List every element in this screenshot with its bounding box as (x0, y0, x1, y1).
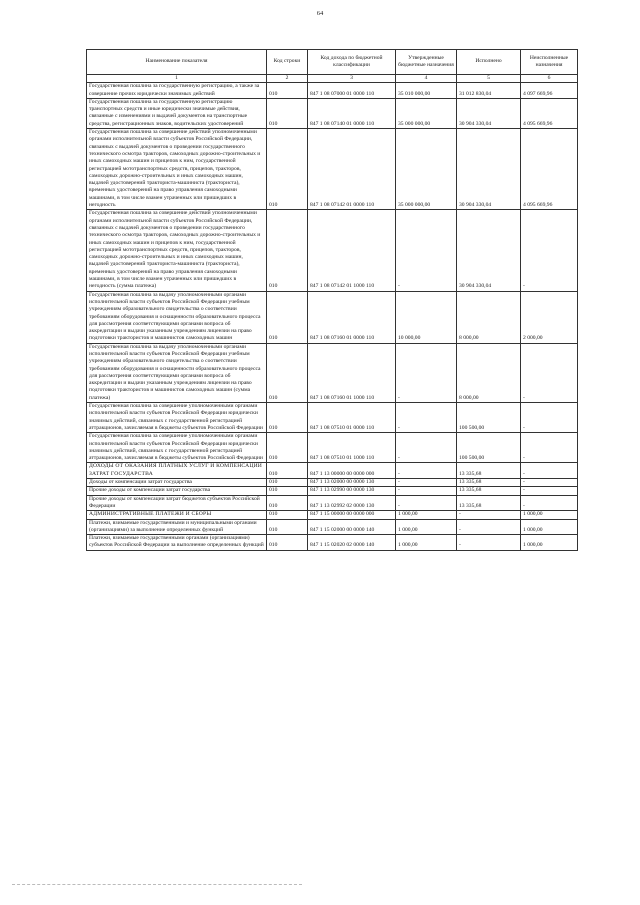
row-executed-cell: 30 904 330,04 (457, 129, 521, 210)
row-approved-cell: - (396, 403, 457, 433)
row-unexecuted-cell: - (521, 343, 578, 402)
row-executed-cell: 100 500,00 (457, 433, 521, 463)
row-approved-cell: 35 000 000,00 (396, 129, 457, 210)
table-row (87, 519, 578, 535)
row-unexecuted-cell: - (521, 495, 578, 511)
column-numbers-row (87, 75, 578, 83)
row-line-code-cell: 010 (267, 519, 308, 535)
row-unexecuted-cell: - (521, 463, 578, 479)
row-approved-cell: 1 000,00 (396, 535, 457, 551)
row-unexecuted-cell: 2 000,00 (521, 291, 578, 343)
row-executed-cell: 30 904 330,04 (457, 210, 521, 291)
scan-edge-line (12, 884, 302, 885)
row-line-code-cell: 010 (267, 291, 308, 343)
row-executed-cell: 31 012 830,04 (457, 83, 521, 99)
column-number: 5 (457, 75, 521, 83)
column-number: 3 (308, 75, 396, 83)
row-unexecuted-cell: 1 000,00 (521, 511, 578, 519)
table-row (87, 511, 578, 519)
row-approved-cell: - (396, 463, 457, 479)
header-line-code: Код строки (267, 50, 308, 75)
header-name: Наименование показателя (87, 50, 267, 75)
row-kbk-cell: 847 1 08 07160 01 1000 110 (308, 343, 396, 402)
table-row (87, 479, 578, 487)
row-name-cell: Доходы от компенсации затрат государства (87, 479, 267, 487)
header-row (87, 50, 578, 75)
row-executed-cell: 13 335,68 (457, 463, 521, 479)
row-name-cell: ДОХОДЫ ОТ ОКАЗАНИЯ ПЛАТНЫХ УСЛУГ И КОМПЕНСАЦИИ ЗАТРАТ ГОСУДАРСТВА (87, 463, 267, 479)
column-number: 6 (521, 75, 578, 83)
row-name-cell: Платежи, взимаемые государственными органами (организациями) субъектов Российской Федерации за выполнение определенных функций (87, 535, 267, 551)
row-name-cell: Государственная пошлина за выдачу уполномоченными органами исполнительной власти субъектов Российской Федерации учебным учреждениям образовательного свидетельства о соответствии требованиям оборудования и оснащенности образовательного процесса для рассмотрения соответствующими органами вопроса об аккредитации и выдачи указанным учреждениям лицензии на право подготовки трактористов и машинистов самоходных машин (сумма платежа) (87, 343, 267, 402)
row-line-code-cell: 010 (267, 129, 308, 210)
row-line-code-cell: 010 (267, 343, 308, 402)
row-executed-cell: 13 335,68 (457, 487, 521, 495)
row-executed-cell: 30 904 330,04 (457, 98, 521, 128)
row-name-cell: Государственная пошлина за совершение действий уполномоченными органами исполнительной власти субъектов Российской Федерации, связанных с выдачей документов о проведении государственного технического осмотра тракторов, самоходных дорожно-строительных и иных самоходных машин и прицепов к ним, государственной регистрацией мототранспортных средств, прицепов, тракторов, самоходных дорожно-строительных и иных самоходных машин, выдачей удостоверений тракториста-машиниста (тракториста), временных удостоверений на право управления самоходными машинами, в том числе взамен утраченных или пришедших в негодность (87, 129, 267, 210)
row-approved-cell: 35 010 000,00 (396, 83, 457, 99)
row-executed-cell: - (457, 519, 521, 535)
row-name-cell: АДМИНИСТРАТИВНЫЕ ПЛАТЕЖИ И СБОРЫ (87, 511, 267, 519)
row-kbk-cell: 847 1 08 07510 01 1000 110 (308, 433, 396, 463)
row-executed-cell: 8 000,00 (457, 343, 521, 402)
table-row (87, 129, 578, 210)
row-kbk-cell: 847 1 08 07000 01 0000 110 (308, 83, 396, 99)
row-kbk-cell: 847 1 15 02000 00 0000 140 (308, 519, 396, 535)
table-row (87, 343, 578, 402)
table-row (87, 535, 578, 551)
row-kbk-cell: 847 1 13 02000 00 0000 130 (308, 479, 396, 487)
row-approved-cell: 35 000 000,00 (396, 98, 457, 128)
row-line-code-cell: 010 (267, 511, 308, 519)
row-unexecuted-cell: - (521, 479, 578, 487)
row-name-cell: Прочие доходы от компенсации затрат бюджетов субъектов Российской Федерации (87, 495, 267, 511)
row-unexecuted-cell: 4 095 669,96 (521, 98, 578, 128)
row-kbk-cell: 847 1 08 07142 01 0000 110 (308, 129, 396, 210)
row-unexecuted-cell: - (521, 210, 578, 291)
table-row (87, 495, 578, 511)
row-line-code-cell: 010 (267, 83, 308, 99)
row-approved-cell: - (396, 343, 457, 402)
row-name-cell: Платежи, взимаемые государственными и муниципальными органами (организациями) за выполнение определенных функций (87, 519, 267, 535)
row-unexecuted-cell: 4 095 669,96 (521, 129, 578, 210)
column-number: 4 (396, 75, 457, 83)
row-unexecuted-cell: - (521, 487, 578, 495)
row-line-code-cell: 010 (267, 495, 308, 511)
row-name-cell: Прочие доходы от компенсации затрат государства (87, 487, 267, 495)
row-line-code-cell: 010 (267, 535, 308, 551)
row-approved-cell: - (396, 495, 457, 511)
row-unexecuted-cell: 1 000,00 (521, 519, 578, 535)
row-line-code-cell: 010 (267, 479, 308, 487)
row-approved-cell: 10 000,00 (396, 291, 457, 343)
row-executed-cell: 100 500,00 (457, 403, 521, 433)
table-row (87, 433, 578, 463)
row-executed-cell: - (457, 511, 521, 519)
row-kbk-cell: 847 1 15 00000 00 0000 000 (308, 511, 396, 519)
row-line-code-cell: 010 (267, 98, 308, 128)
column-number: 1 (87, 75, 267, 83)
row-kbk-cell: 847 1 08 07142 01 1000 110 (308, 210, 396, 291)
row-name-cell: Государственная пошлина за государственную регистрацию, а также за совершение прочих юридически значимых действий (87, 83, 267, 99)
page-number: 64 (316, 10, 324, 17)
row-kbk-cell: 847 1 13 02992 02 0000 130 (308, 495, 396, 511)
table-row (87, 403, 578, 433)
header-approved: Утвержденные бюджетные назначения (396, 50, 457, 75)
row-approved-cell: - (396, 210, 457, 291)
row-executed-cell: 13 335,68 (457, 479, 521, 487)
row-kbk-cell: 847 1 13 02990 00 0000 130 (308, 487, 396, 495)
row-kbk-cell: 847 1 13 00000 00 0000 000 (308, 463, 396, 479)
row-name-cell: Государственная пошлина за государственную регистрацию транспортных средств и иные юридически значимые действия, связанные с изменениями и выдачей документов на транспортные средства, регистрационных знаков, водительских удостоверений (87, 98, 267, 128)
row-executed-cell: 8 000,00 (457, 291, 521, 343)
header-executed: Исполнено (457, 50, 521, 75)
row-approved-cell: - (396, 479, 457, 487)
row-kbk-cell: 847 1 08 07160 01 0000 110 (308, 291, 396, 343)
table-row (87, 291, 578, 343)
table-row (87, 83, 578, 99)
budget-revenue-table (86, 49, 578, 551)
row-executed-cell: 13 335,68 (457, 495, 521, 511)
row-line-code-cell: 010 (267, 210, 308, 291)
header-kbk: Код дохода по бюджетной классификации (308, 50, 396, 75)
row-unexecuted-cell: 4 097 669,96 (521, 83, 578, 99)
row-name-cell: Государственная пошлина за выдачу уполномоченными органами исполнительной власти субъектов Российской Федерации учебным учреждениям образовательного свидетельства о соответствии требованиям оборудования и оснащенности образовательного процесса для рассмотрения соответствующими органами вопроса об аккредитации и выдачи указанным учреждениям лицензии на право подготовки трактористов и машинистов самоходных машин (87, 291, 267, 343)
row-name-cell: Государственная пошлина за совершение уполномоченными органами исполнительной власти субъектов Российской Федерации юридически значимых действий, связанных с государственной регистрацией аттракционов, зачисляемая в бюджеты субъектов Российской Федерации (87, 433, 267, 463)
row-executed-cell: - (457, 535, 521, 551)
row-approved-cell: - (396, 433, 457, 463)
row-unexecuted-cell: - (521, 403, 578, 433)
row-kbk-cell: 847 1 15 02020 02 0000 140 (308, 535, 396, 551)
row-kbk-cell: 847 1 08 07510 01 0000 110 (308, 403, 396, 433)
column-number: 2 (267, 75, 308, 83)
header-unexecuted: Неисполненные назначения (521, 50, 578, 75)
row-name-cell: Государственная пошлина за совершение уполномоченными органами исполнительной власти субъектов Российской Федерации юридически значимых действий, связанных с государственной регистрацией аттракционов, зачисляемая в бюджеты субъектов Российской Федерации (87, 403, 267, 433)
row-line-code-cell: 010 (267, 487, 308, 495)
row-name-cell: Государственная пошлина за совершение действий уполномоченными органами исполнительной власти субъектов Российской Федерации, связанных с выдачей документов о проведении государственного технического осмотра тракторов, самоходных дорожно-строительных и иных самоходных машин и прицепов к ним, государственной регистрацией мототранспортных средств, прицепов, тракторов, самоходных дорожно-строительных и иных самоходных машин, выдачей удостоверений тракториста-машиниста (тракториста), временных удостоверений на право управления самоходными машинами, в том числе взамен утраченных или пришедших в негодность (сумма платежа) (87, 210, 267, 291)
row-line-code-cell: 010 (267, 433, 308, 463)
row-line-code-cell: 010 (267, 463, 308, 479)
row-approved-cell: - (396, 487, 457, 495)
table-row (87, 98, 578, 128)
row-unexecuted-cell: 1 000,00 (521, 535, 578, 551)
row-approved-cell: 1 000,00 (396, 511, 457, 519)
row-line-code-cell: 010 (267, 403, 308, 433)
table-row (87, 487, 578, 495)
table-row (87, 210, 578, 291)
row-approved-cell: 1 000,00 (396, 519, 457, 535)
row-kbk-cell: 847 1 08 07140 01 0000 110 (308, 98, 396, 128)
table-row (87, 463, 578, 479)
row-unexecuted-cell: - (521, 433, 578, 463)
